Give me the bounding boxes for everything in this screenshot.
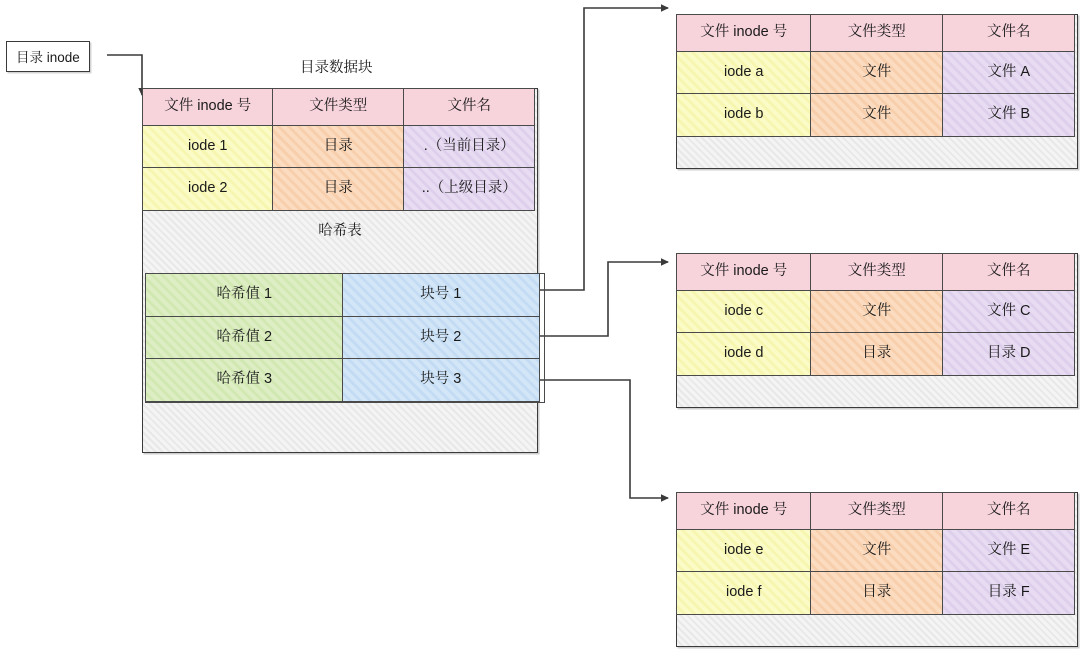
dir-row0-type: 目录 (272, 125, 405, 169)
block3-header-row (677, 493, 1077, 530)
block1-header-type: 文件类型 (810, 14, 944, 52)
block1-row1-name: 文件 B (942, 93, 1075, 137)
block2-header-type: 文件类型 (810, 253, 944, 291)
table-row (146, 274, 544, 317)
hash-table (145, 273, 545, 403)
block3-row1-type: 目录 (810, 571, 944, 615)
block1-header-name: 文件名 (942, 14, 1075, 52)
block3-row0-inode: iode e (676, 529, 811, 573)
table-row (677, 52, 1077, 95)
table-row (677, 94, 1077, 137)
data-block-2 (676, 253, 1078, 408)
block2-row1-name: 目录 D (942, 332, 1075, 376)
block3-header-type: 文件类型 (810, 492, 944, 530)
table-row (677, 572, 1077, 615)
dir-row0-inode: iode 1 (142, 125, 273, 169)
block2-header-inode: 文件 inode 号 (676, 253, 811, 291)
block2-row0-type: 文件 (810, 290, 944, 334)
hash-row0-block: 块号 1 (342, 273, 540, 317)
hash-table-title: 哈希表 (318, 223, 362, 239)
table-row (143, 126, 537, 169)
block2-row0-name: 文件 C (942, 290, 1075, 334)
dir-row1-inode: iode 2 (142, 167, 273, 211)
block3-row0-name: 文件 E (942, 529, 1075, 573)
directory-data-block (142, 88, 538, 453)
block1-header-inode: 文件 inode 号 (676, 14, 811, 52)
block3-header-name: 文件名 (942, 492, 1075, 530)
block1-row0-type: 文件 (810, 51, 944, 95)
dir-row1-name: ..（上级目录） (403, 167, 535, 211)
data-block-1 (676, 14, 1078, 169)
block1-row1-type: 文件 (810, 93, 944, 137)
dir-row1-type: 目录 (272, 167, 405, 211)
block2-header-name: 文件名 (942, 253, 1075, 291)
table-row (677, 291, 1077, 334)
table-row (146, 359, 544, 402)
table-row (677, 333, 1077, 376)
block1-row0-inode: iode a (676, 51, 811, 95)
table-row (677, 530, 1077, 573)
table-row (146, 317, 544, 360)
hash-row1-block: 块号 2 (342, 316, 540, 360)
dir-data-block-title: 目录数据块 (300, 60, 373, 76)
directory-inode-tag: 目录 inode (6, 41, 90, 72)
block3-row1-inode: iode f (676, 571, 811, 615)
data-block-3 (676, 492, 1078, 647)
block2-header-row (677, 254, 1077, 291)
dir-row0-name: .（当前目录） (403, 125, 535, 169)
block2-row1-inode: iode d (676, 332, 811, 376)
dir-header-inode: 文件 inode 号 (142, 88, 273, 126)
dir-header-name: 文件名 (403, 88, 535, 126)
hash-row1-value: 哈希值 2 (145, 316, 343, 360)
block1-header-row (677, 15, 1077, 52)
block1-row1-inode: iode b (676, 93, 811, 137)
table-row (143, 168, 537, 211)
block3-row1-name: 目录 F (942, 571, 1075, 615)
hash-row0-value: 哈希值 1 (145, 273, 343, 317)
dir-header-row (143, 89, 537, 126)
block3-row0-type: 文件 (810, 529, 944, 573)
block2-row0-inode: iode c (676, 290, 811, 334)
hash-row2-value: 哈希值 3 (145, 358, 343, 402)
block1-row0-name: 文件 A (942, 51, 1075, 95)
block2-row1-type: 目录 (810, 332, 944, 376)
hash-row2-block: 块号 3 (342, 358, 540, 402)
block3-header-inode: 文件 inode 号 (676, 492, 811, 530)
dir-header-type: 文件类型 (272, 88, 405, 126)
